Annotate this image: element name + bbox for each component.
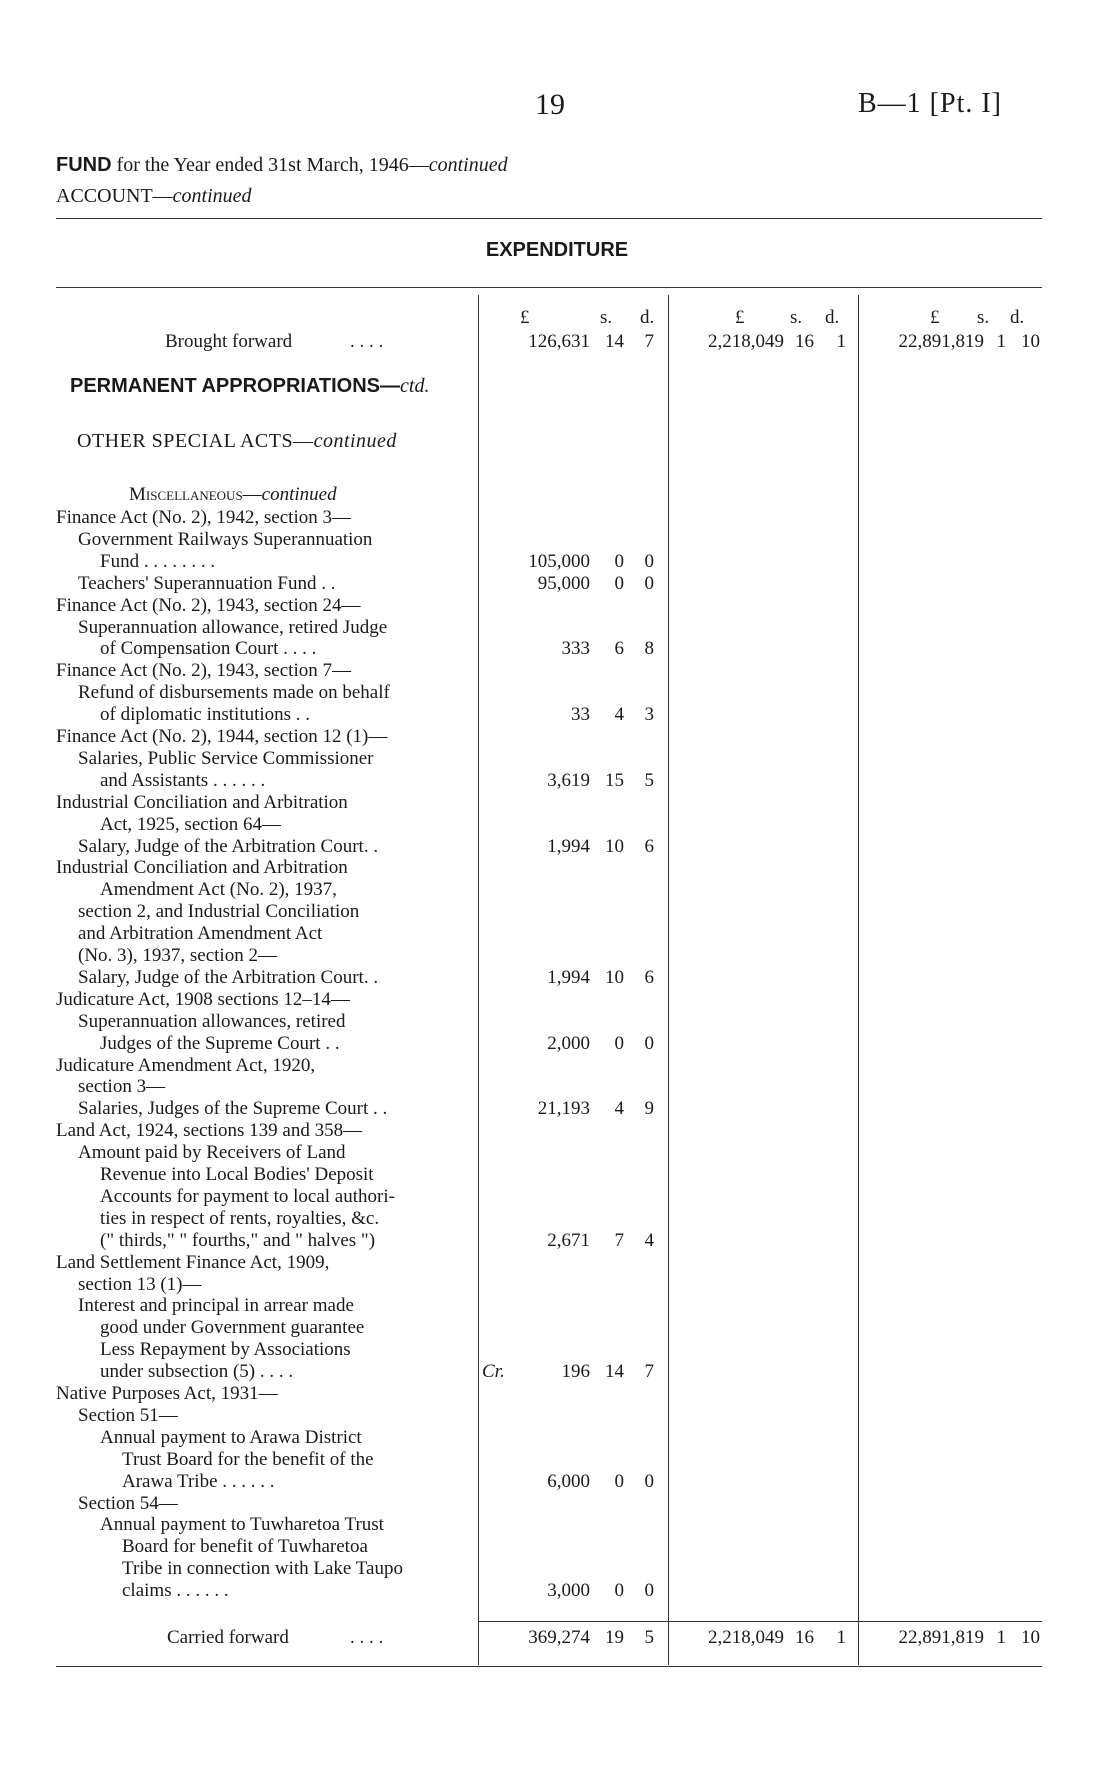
cf-col2-d: 1 <box>836 1627 846 1648</box>
item-amount-d: 6 <box>644 967 654 988</box>
bf-col3-d: 10 <box>1021 331 1040 352</box>
bf-col3-pounds: 22,891,819 <box>898 331 984 352</box>
col1-s-header: s. <box>600 307 613 328</box>
item-amount-d: 7 <box>644 1361 654 1382</box>
item-amount-d: 3 <box>644 704 654 725</box>
item-amount-pounds: 2,671 <box>547 1230 590 1251</box>
item-line-text: Interest and principal in arrear made <box>78 1295 354 1316</box>
item-line-text: of diplomatic institutions . . <box>100 704 311 725</box>
item-line-text: Judicature Amendment Act, 1920, <box>56 1055 316 1076</box>
account-title-line <box>56 185 252 208</box>
bf-col2-s: 16 <box>795 331 814 352</box>
item-line-text: ties in respect of rents, royalties, &c. <box>100 1208 380 1229</box>
col3-d-header: d. <box>1010 307 1025 328</box>
miscellaneous-heading <box>129 484 337 506</box>
item-amount-d: 8 <box>644 638 654 659</box>
credit-marker: Cr. <box>482 1361 505 1382</box>
page-number: 19 <box>535 88 565 121</box>
item-amount-d: 5 <box>644 770 654 791</box>
col2-d-header: d. <box>825 307 840 328</box>
item-amount-pounds: 1,994 <box>547 967 590 988</box>
cf-col1-d: 5 <box>644 1627 654 1648</box>
item-line-text: Annual payment to Tuwharetoa Trust <box>100 1514 384 1535</box>
item-amount-pounds: 95,000 <box>537 573 590 594</box>
col1-pound: £ <box>520 307 530 328</box>
item-line-text: Section 54— <box>78 1493 178 1514</box>
item-amount-s: 0 <box>614 1471 624 1492</box>
item-line-text: Industrial Conciliation and Arbitration <box>56 792 348 813</box>
item-amount-s: 10 <box>605 967 624 988</box>
cf-col3-d: 10 <box>1021 1627 1040 1648</box>
miscellaneous-label: Miscellaneous— <box>129 484 262 505</box>
item-line-text: Land Act, 1924, sections 139 and 358— <box>56 1120 363 1141</box>
item-line-text: Refund of disbursements made on behalf <box>78 682 390 703</box>
item-line-text: section 2, and Industrial Conciliation <box>78 901 360 922</box>
table-top-rule <box>56 287 1042 288</box>
item-line-text: (" thirds," " fourths," and " halves ") <box>100 1230 376 1251</box>
item-line-text: Finance Act (No. 2), 1942, section 3— <box>56 507 351 528</box>
col1-header <box>520 307 530 329</box>
item-line-text: Superannuation allowances, retired <box>78 1011 346 1032</box>
item-amount-pounds: 33 <box>571 704 590 725</box>
item-line-text: Revenue into Local Bodies' Deposit <box>100 1164 374 1185</box>
fund-bold: FUND <box>56 154 112 176</box>
item-amount-d: 0 <box>644 1033 654 1054</box>
item-line-text: section 13 (1)— <box>78 1274 202 1295</box>
bf-col2-pounds: 2,218,049 <box>708 331 784 352</box>
cf-col1-s: 19 <box>605 1627 624 1648</box>
account-continued: continued <box>172 185 252 207</box>
item-line-text: Teachers' Superannuation Fund . . <box>78 573 336 594</box>
bottom-rule <box>56 1666 1042 1667</box>
item-line-text: Fund . . . . . . . . <box>100 551 216 572</box>
cf-col2-s: 16 <box>795 1627 814 1648</box>
item-amount-s: 0 <box>614 573 624 594</box>
item-amount-d: 9 <box>644 1098 654 1119</box>
col3-header: £ <box>930 307 940 328</box>
item-amount-pounds: 3,000 <box>547 1580 590 1601</box>
top-rule <box>56 218 1042 219</box>
brought-forward-label: Brought forward <box>165 331 293 352</box>
other-special-acts-heading <box>77 430 397 453</box>
item-amount-s: 10 <box>605 836 624 857</box>
item-line-text: Industrial Conciliation and Arbitration <box>56 857 348 878</box>
item-amount-pounds: 2,000 <box>547 1033 590 1054</box>
item-amount-s: 0 <box>614 1033 624 1054</box>
item-amount-s: 0 <box>614 551 624 572</box>
bf-col3-s: 1 <box>996 331 1006 352</box>
item-amount-d: 6 <box>644 836 654 857</box>
item-line-text: Arawa Tribe . . . . . . <box>122 1471 275 1492</box>
item-amount-s: 6 <box>614 638 624 659</box>
column-divider-1 <box>478 295 479 1665</box>
bf-col2-d: 1 <box>836 331 846 352</box>
item-line-text: Finance Act (No. 2), 1943, section 24— <box>56 595 361 616</box>
cf-col3-pounds: 22,891,819 <box>898 1627 984 1648</box>
item-line-text: Act, 1925, section 64— <box>100 814 282 835</box>
item-amount-s: 7 <box>614 1230 624 1251</box>
cf-col1-pounds: 369,274 <box>528 1627 590 1648</box>
item-amount-d: 0 <box>644 1471 654 1492</box>
cf-col2-pounds: 2,218,049 <box>708 1627 784 1648</box>
item-line-text: good under Government guarantee <box>100 1317 365 1338</box>
item-line-text: and Arbitration Amendment Act <box>78 923 323 944</box>
column-divider-3 <box>858 295 859 1665</box>
item-amount-pounds: 333 <box>561 638 590 659</box>
item-amount-pounds: 21,193 <box>537 1098 590 1119</box>
item-line-text: and Assistants . . . . . . <box>100 770 266 791</box>
item-amount-pounds: 3,619 <box>547 770 590 791</box>
item-line-text: Trust Board for the benefit of the <box>122 1449 374 1470</box>
item-line-text: of Compensation Court . . . . <box>100 638 317 659</box>
item-line-text: Board for benefit of Tuwharetoa <box>122 1536 368 1557</box>
col3-s-header: s. <box>977 307 990 328</box>
item-line-text: Government Railways Superannuation <box>78 529 373 550</box>
item-line-text: Tribe in connection with Lake Taupo <box>122 1558 403 1579</box>
item-line-text: claims . . . . . . <box>122 1580 229 1601</box>
item-amount-s: 0 <box>614 1580 624 1601</box>
item-amount-pounds: 196 <box>561 1361 590 1382</box>
item-amount-d: 0 <box>644 551 654 572</box>
item-line-text: Amendment Act (No. 2), 1937, <box>100 879 337 900</box>
permanent-appropriations-heading <box>70 375 429 398</box>
fund-continued: continued <box>428 154 508 176</box>
col2-s-header: s. <box>790 307 803 328</box>
item-line-text: Salaries, Public Service Commissioner <box>78 748 374 769</box>
cf-col3-s: 1 <box>996 1627 1006 1648</box>
item-amount-d: 0 <box>644 1580 654 1601</box>
other-special-continued: continued <box>313 430 397 452</box>
bf-col1-s: 14 <box>605 331 624 352</box>
carried-forward-leaders: . . . . <box>350 1627 384 1648</box>
item-amount-pounds: 105,000 <box>528 551 590 572</box>
item-line-text: Judges of the Supreme Court . . <box>100 1033 340 1054</box>
item-line-text: Judicature Act, 1908 sections 12–14— <box>56 989 350 1010</box>
item-amount-pounds: 6,000 <box>547 1471 590 1492</box>
item-line-text: Superannuation allowance, retired Judge <box>78 617 388 638</box>
brought-forward-leaders: . . . . <box>350 331 384 352</box>
item-amount-d: 4 <box>644 1230 654 1251</box>
item-line-text: Salaries, Judges of the Supreme Court . . <box>78 1098 388 1119</box>
document-code: B—1 [Pt. I] <box>858 88 1002 119</box>
item-amount-s: 14 <box>605 1361 624 1382</box>
bf-col1-pounds: 126,631 <box>528 331 590 352</box>
other-special-label: OTHER SPECIAL ACTS— <box>77 430 314 452</box>
item-amount-d: 0 <box>644 573 654 594</box>
col2-header: £ <box>735 307 745 328</box>
item-line-text: Annual payment to Arawa District <box>100 1427 362 1448</box>
carried-forward-rule <box>478 1621 1042 1622</box>
item-amount-s: 4 <box>614 1098 624 1119</box>
permanent-label: PERMANENT APPROPRIATIONS— <box>70 375 401 397</box>
column-divider-2 <box>668 295 669 1665</box>
item-line-text: Finance Act (No. 2), 1944, section 12 (1)— <box>56 726 388 747</box>
item-amount-pounds: 1,994 <box>547 836 590 857</box>
fund-rest: for the Year ended 31st March, 1946— <box>116 154 429 176</box>
item-line-text: Amount paid by Receivers of Land <box>78 1142 346 1163</box>
item-line-text: (No. 3), 1937, section 2— <box>78 945 277 966</box>
carried-forward-label: Carried forward <box>167 1627 289 1648</box>
col1-d-header: d. <box>640 307 655 328</box>
miscellaneous-continued: continued <box>261 484 337 505</box>
section-title: EXPENDITURE <box>485 239 629 261</box>
item-line-text: Native Purposes Act, 1931— <box>56 1383 278 1404</box>
bf-col1-d: 7 <box>644 331 654 352</box>
item-line-text: Section 51— <box>78 1405 178 1426</box>
item-line-text: Salary, Judge of the Arbitration Court. . <box>78 967 379 988</box>
fund-title-line <box>56 154 508 177</box>
item-line-text: Land Settlement Finance Act, 1909, <box>56 1252 330 1273</box>
item-line-text: Accounts for payment to local authori- <box>100 1186 395 1207</box>
account-label: ACCOUNT— <box>56 185 173 207</box>
item-line-text: Less Repayment by Associations <box>100 1339 351 1360</box>
item-line-text: Finance Act (No. 2), 1943, section 7— <box>56 660 351 681</box>
item-line-text: under subsection (5) . . . . <box>100 1361 294 1382</box>
item-amount-s: 4 <box>614 704 624 725</box>
item-amount-s: 15 <box>605 770 624 791</box>
item-line-text: section 3— <box>78 1076 166 1097</box>
permanent-ctd: ctd. <box>400 375 430 397</box>
item-line-text: Salary, Judge of the Arbitration Court. . <box>78 836 379 857</box>
